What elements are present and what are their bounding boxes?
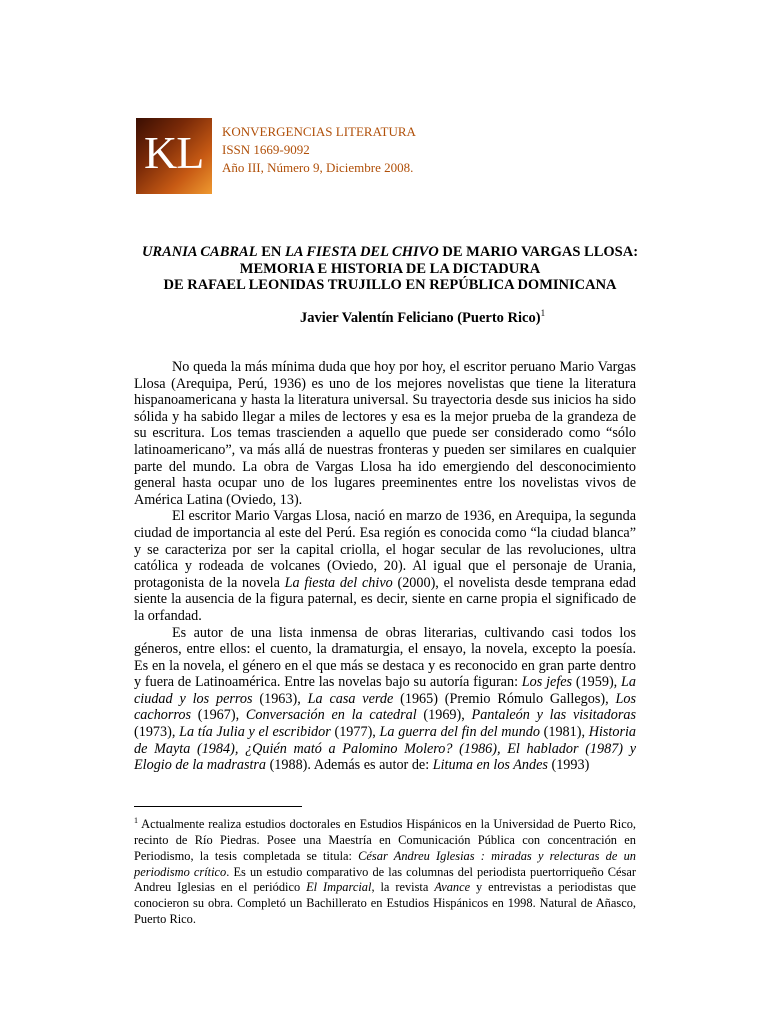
p3-text-run: (1963), [252, 690, 308, 707]
p3-italic-run: La ciudad y los perros [134, 674, 636, 707]
footnote-divider [134, 806, 302, 807]
p3-text-run: (1981), [539, 724, 589, 741]
p3-text-run: (1977), [330, 724, 380, 741]
footnote-number: 1 [134, 816, 138, 825]
p3-text-run: (1993) [547, 757, 590, 774]
p2-text-a: El escritor Mario Vargas Llosa, nació en marzo de 1936, en Arequipa, la segunda ciudad de importancia al este del Perú. Esa región es conocida como “la ciudad blanca” y se caracteriza por ser la capital criolla, el hogar secular de las revoluciones, ultra católica y rodeada de volcanes (Oviedo, 20). Al igual que el personaje de Urania, protagonista de la novela [134, 508, 636, 591]
journal-logo [136, 118, 212, 194]
p3-text-run: (1959), [572, 674, 622, 691]
paragraph-1: No queda la más mínima duda que hoy por hoy, el escritor peruano Mario Vargas Llosa (Arequipa, Perú, 1936) es uno de los mejores novelistas que tiene la literatura hispanoamericana y hasta la literatura universal. Su trayectoria desde sus inicios ha sido sólida y ha sabido llegar a miles de lectores y esa es la mejor prueba de la grandeza de su escritura. Los temas trascienden a aquello que puede ser considerado como “sólo latinoamericano”, va más allá de nuestras fronteras y pueden ser similares en cualquier parte del mundo. La obra de Vargas Llosa ha ido emergiendo del desconocimiento general hasta ocupar uno de los lugares preeminentes entre los novelistas vivos de América Latina (Oviedo, 13). [134, 359, 636, 508]
author-footnote-ref[interactable]: 1 [540, 308, 546, 318]
paragraph-3 [134, 625, 636, 774]
article-title [130, 244, 650, 294]
p3-italic-run: Conversación en la catedral [245, 707, 417, 724]
p3-italic-run: La casa verde [307, 690, 394, 707]
p2-italic-title: La fiesta del chivo [284, 574, 393, 591]
p3-italic-run: Lituma en los Andes [432, 757, 548, 774]
p3-text-run: (1973), [134, 724, 180, 741]
footnote-text-a: Actualmente realiza estudios doctorales en Estudios Hispánicos en la Universidad de Puerto Rico, recinto de Río Piedras. Posee una Maestría en Comunicación Pública con concentración en Periodismo, la tesis completada se titula: [134, 817, 636, 863]
p3-text-run: (1967), [191, 707, 246, 724]
journal-issn: ISSN 1669-9092 [222, 142, 310, 157]
p3-italic-run: Historia de Mayta (1984), ¿Quién mató a Palomino Molero? (1986), El hablador (1987) y Elogio de la madrastra [134, 724, 637, 774]
title-italic-urania: URANIA CABRAL [141, 244, 258, 260]
title-line-2: MEMORIA E HISTORIA DE LA DICTADURA [239, 260, 541, 277]
logo-text: KL [144, 127, 204, 178]
title-author-part: DE MARIO VARGAS LLOSA: [438, 244, 639, 260]
footnote-newspaper: El Imparcial [306, 880, 372, 895]
footnote-text-c: . Es un estudio comparativo de las columnas del periodista puertorriqueño César Andreu Iglesias en el periódico [134, 864, 636, 895]
article-author [300, 308, 545, 327]
p3-italic-run: Los jefes [521, 674, 573, 691]
p3-italic-run: Los cachorros [134, 690, 636, 724]
title-italic-novel: LA FIESTA DEL CHIVO [284, 244, 439, 260]
journal-name: KONVERGENCIAS LITERATURA [222, 124, 416, 139]
p3-text-run: (1988). Además es autor de: [266, 757, 433, 774]
title-en: EN [257, 244, 285, 260]
article-body [134, 359, 636, 774]
p3-text-run: (1969), [416, 707, 472, 724]
p3-italic-run: La tía Julia y el escribidor [179, 724, 331, 741]
p2-text-c: (2000), el novelista desde temprana edad siente la ausencia de la figura paternal, es decir, siente en carne propia el significado de la orfandad. [134, 574, 636, 624]
footnote-thesis-title: César Andreu Iglesias : miradas y relecturas de un periodismo crítico [134, 848, 636, 879]
footnote [134, 813, 636, 928]
title-line-3: DE RAFAEL LEONIDAS TRUJILLO EN REPÚBLICA DOMINICANA [163, 277, 617, 293]
title-line-1 [130, 244, 650, 261]
p3-text-run: (1965) (Premio Rómulo Gallegos), [393, 690, 616, 707]
p3-text-run: Es autor de una lista inmensa de obras literarias, cultivando casi todos los géneros, entre ellos: el cuento, la dramaturgia, el ensayo, la novela, excepto la poesía. Es en la novela, el género en el que más se destaca y es reconocido en gran parte dentro y fuera de Latinoamérica. Entre las novelas bajo su autoría figuran: [134, 624, 636, 691]
p3-italic-run: La guerra del fin del mundo [379, 724, 540, 741]
journal-info [222, 123, 416, 177]
footnote-text-g: y entrevistas a periodistas que conocieron su obra. Completó un Bachillerato en Estudios Hispánicos en 1998. Natural de Añasco, Puerto Rico. [134, 880, 636, 926]
paragraph-2 [134, 508, 636, 624]
journal-issue: Año III, Número 9, Diciembre 2008. [222, 160, 414, 175]
footnote-magazine: Avance [434, 880, 471, 895]
footnote-text-e: , la revista [371, 880, 435, 895]
author-name: Javier Valentín Feliciano (Puerto Rico) [300, 309, 541, 326]
p3-italic-run: Pantaleón y las visitadoras [471, 707, 637, 724]
